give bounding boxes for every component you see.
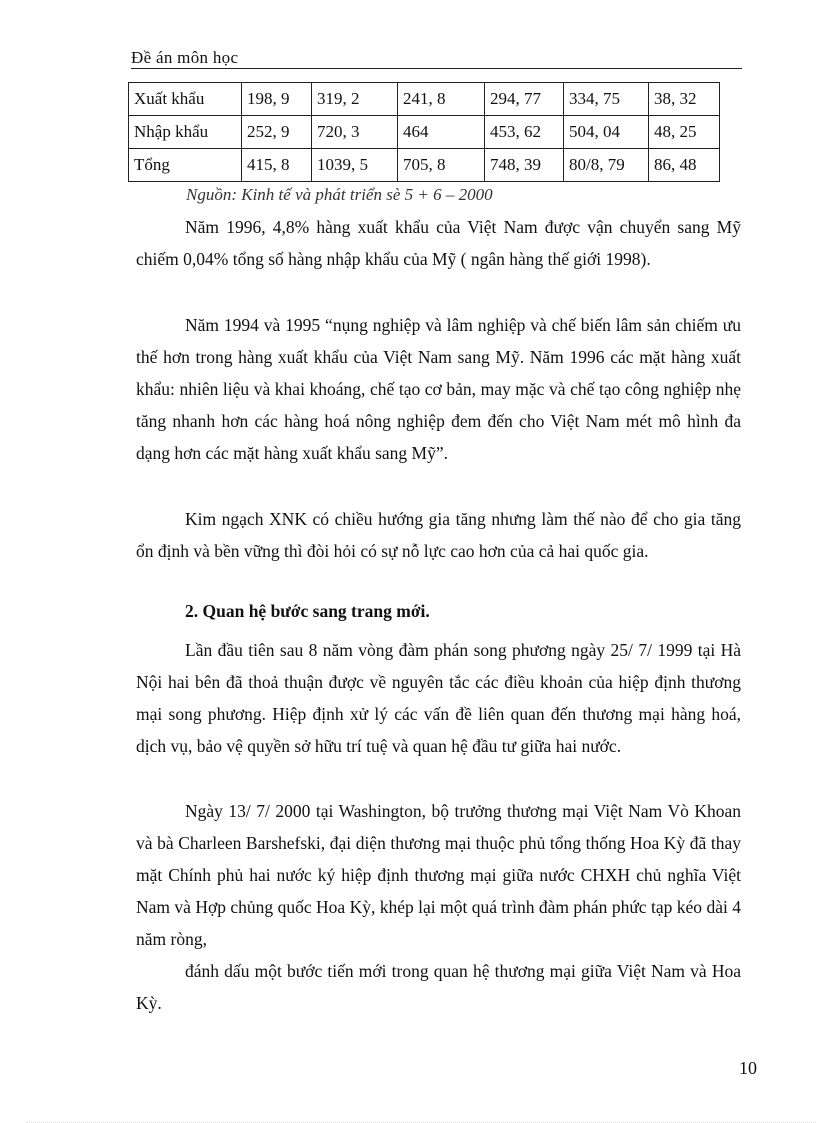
table-cell: Tổng [129, 149, 242, 182]
table-cell: 504, 04 [564, 116, 649, 149]
table-row [129, 149, 720, 182]
table-cell: 241, 8 [398, 83, 485, 116]
table-cell: 319, 2 [312, 83, 398, 116]
table-cell: Nhập khẩu [129, 116, 242, 149]
paragraph: đánh dấu một bước tiến mới trong quan hệ thương mại giữa Việt Nam và Hoa Kỳ. [136, 961, 741, 1013]
table-cell: Xuất khẩu [129, 83, 242, 116]
table-row [129, 116, 720, 149]
table-cell: 464 [398, 116, 485, 149]
table-cell: 86, 48 [649, 149, 720, 182]
table-cell: 48, 25 [649, 116, 720, 149]
paragraph: Kim ngạch XNK có chiều hướng gia tăng nhưng làm thế nào để cho gia tăng ổn định và bền vững thì đòi hỏi có sự nỗ lực cao hơn của cả hai quốc gia. [136, 509, 741, 561]
table-cell: 415, 8 [242, 149, 312, 182]
page-number: 10 [739, 1058, 757, 1078]
table-cell: 198, 9 [242, 83, 312, 116]
section-heading: 2. Quan hệ bước sang trang mới. [185, 601, 430, 621]
paragraph: Lần đầu tiên sau 8 năm vòng đàm phán song phương ngày 25/ 7/ 1999 tại Hà Nội hai bên đã thoả thuận được về nguyên tắc các điều khoản của hiệp định thương mại song phương. Hiệp định xử lý các vấn đề liên quan đến thương mại hàng hoá, dịch vụ, bảo vệ quyền sở hữu trí tuệ và quan hệ đầu tư giữa hai nước. [136, 640, 741, 756]
table-cell: 720, 3 [312, 116, 398, 149]
table-cell: 1039, 5 [312, 149, 398, 182]
table-cell: 748, 39 [485, 149, 564, 182]
table-row [129, 83, 720, 116]
paragraph: Năm 1996, 4,8% hàng xuất khẩu của Việt Nam được vận chuyển sang Mỹ chiếm 0,04% tổng số hàng nhập khẩu của Mỹ ( ngân hàng thế giới 1998). [136, 217, 741, 269]
trade-table [128, 82, 720, 182]
table-cell: 80/8, 79 [564, 149, 649, 182]
table-cell: 294, 77 [485, 83, 564, 116]
table-cell: 38, 32 [649, 83, 720, 116]
header-title: Đề án môn học [131, 48, 239, 67]
header-rule [131, 68, 742, 69]
table-cell: 334, 75 [564, 83, 649, 116]
table-cell: 705, 8 [398, 149, 485, 182]
table-cell: 252, 9 [242, 116, 312, 149]
paragraph: Năm 1994 và 1995 “nụng nghiệp và lâm nghiệp và chế biến lâm sản chiếm ưu thế hơn trong hàng xuất khẩu của Việt Nam sang Mỹ. Năm 1996 các mặt hàng xuất khẩu: nhiên liệu và khai khoáng, chế tạo cơ bản, may mặc và chế tạo công nghiệp nhẹ tăng nhanh hơn các hàng hoá nông nghiệp đem đến cho Việt Nam mét mô hình đa dạng hơn các mặt hàng xuất khẩu sang Mỹ”. [136, 315, 741, 463]
source-note: Nguồn: Kinh tế và phát triển sè 5 + 6 – 2000 [186, 185, 493, 204]
paragraph: Ngày 13/ 7/ 2000 tại Washington, bộ trưởng thương mại Việt Nam Vò Khoan và bà Charleen Barshefski, đại diện thương mại thuộc phủ tổng thống Hoa Kỳ đã thay mặt Chính phủ hai nước ký hiệp định thương mại giữa nước CHXH chủ nghĩa Việt Nam và Hợp chủng quốc Hoa Kỳ, khép lại một quá trình đàm phán phức tạp kéo dài 4 năm ròng, [136, 801, 741, 949]
table-cell: 453, 62 [485, 116, 564, 149]
